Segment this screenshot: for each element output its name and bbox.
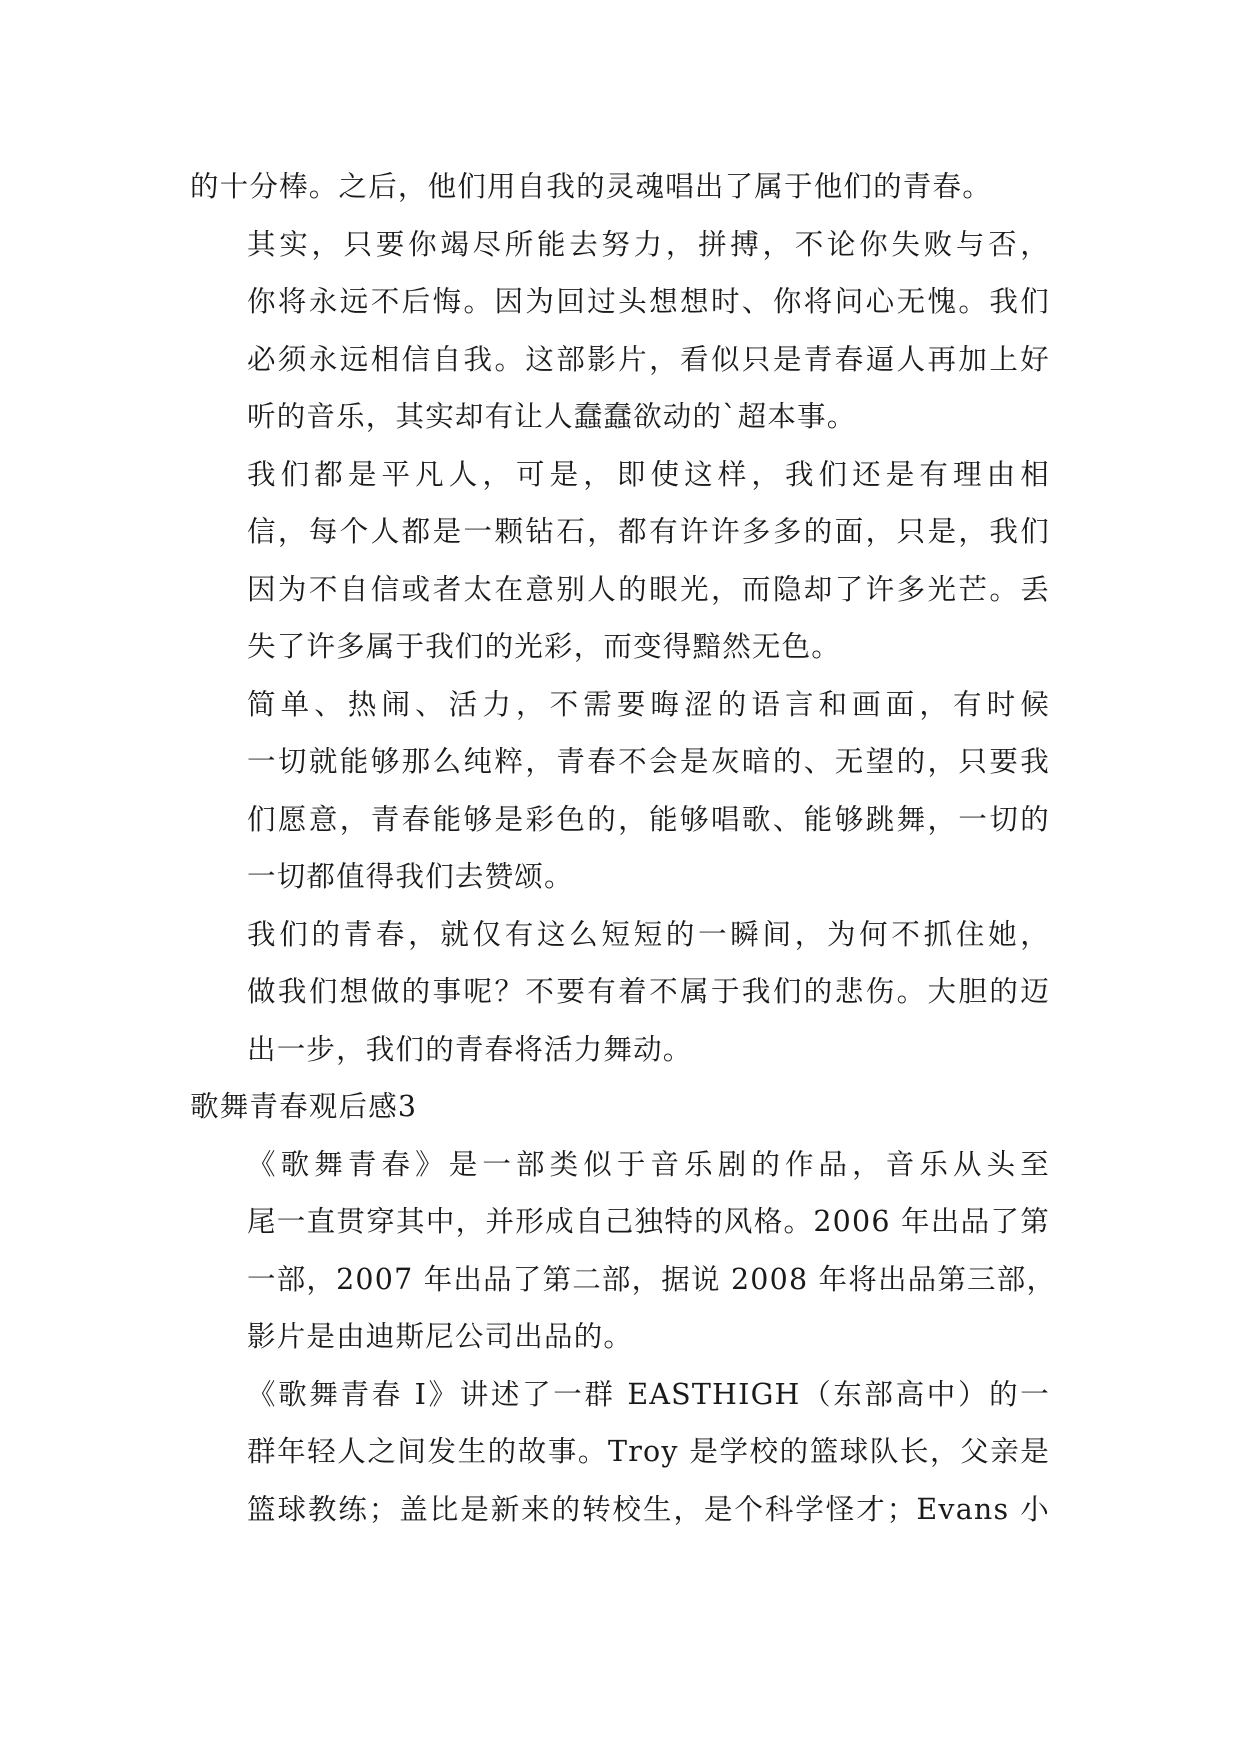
text-line: 信，每个人都是一颗钻石，都有许许多多的面，只是，我们 — [247, 515, 1050, 548]
text-line: 《歌舞青春》是一部类似于音乐剧的作品，音乐从头至 — [247, 1147, 1050, 1181]
paragraph — [190, 446, 1050, 676]
text-line: 出一步，我们的青春将活力舞动。 — [247, 1032, 693, 1066]
text-line: 我们都是平凡人，可是，即使这样，我们还是有理由相 — [247, 457, 1050, 491]
text-line: 群年轻人之间发生的故事。Troy 是学校的篮球队长，父亲是 — [247, 1435, 1050, 1468]
text-line: 必须永远相信自我。这部影片，看似只是青春逼人再加上好 — [247, 342, 1050, 376]
text-line: 一部，2007 年出品了第二部，据说 2008 年将出品第三部， — [247, 1262, 1057, 1296]
paragraph — [190, 216, 1050, 446]
text-line: 的十分棒。之后，他们用自我的灵魂唱出了属于他们的青春。 — [190, 170, 992, 203]
text-line: 因为不自信或者太在意别人的眼光，而隐却了许多光芒。丢 — [247, 572, 1050, 606]
text-line: 简单、热闹、活力，不需要晦涩的语言和画面，有时候 — [247, 687, 1050, 721]
text-line: 其实，只要你竭尽所能去努力，拼搏，不论你失败与否， — [247, 227, 1050, 261]
paragraph — [190, 906, 1050, 1079]
text-line: 《歌舞青春 I》讲述了一群 EASTHIGH（东部高中）的一 — [247, 1377, 1050, 1411]
section-heading: 歌舞青春观后感3 — [190, 1090, 418, 1123]
text-line: 影片是由迪斯尼公司出品的。 — [247, 1320, 634, 1353]
text-line: 一切就能够那么纯粹，青春不会是灰暗的、无望的，只要我 — [247, 745, 1050, 778]
text-line: 你将永远不后悔。因为回过头想想时、你将问心无愧。我们 — [247, 285, 1050, 318]
text-line: 听的音乐，其实却有让人蠢蠢欲动的`超本事。 — [247, 400, 857, 433]
text-line: 我们的青春，就仅有这么短短的一瞬间，为何不抓住她， — [247, 917, 1050, 951]
paragraph — [190, 1366, 1050, 1539]
document-body — [190, 158, 1057, 1538]
paragraph — [190, 158, 1050, 216]
text-line: 们愿意，青春能够是彩色的，能够唱歌、能够跳舞，一切的 — [247, 802, 1050, 836]
paragraph — [190, 1136, 1057, 1366]
paragraph — [190, 676, 1050, 906]
text-line: 一切都值得我们去赞颂。 — [247, 860, 574, 893]
text-line: 尾一直贯穿其中，并形成自己独特的风格。2006 年出品了第 — [247, 1205, 1050, 1238]
text-line: 失了许多属于我们的光彩，而变得黯然无色。 — [247, 630, 842, 663]
text-line: 篮球教练；盖比是新来的转校生，是个科学怪才；Evans 小 — [247, 1492, 1050, 1526]
text-line: 做我们想做的事呢？不要有着不属于我们的悲伤。大胆的迈 — [247, 975, 1050, 1008]
